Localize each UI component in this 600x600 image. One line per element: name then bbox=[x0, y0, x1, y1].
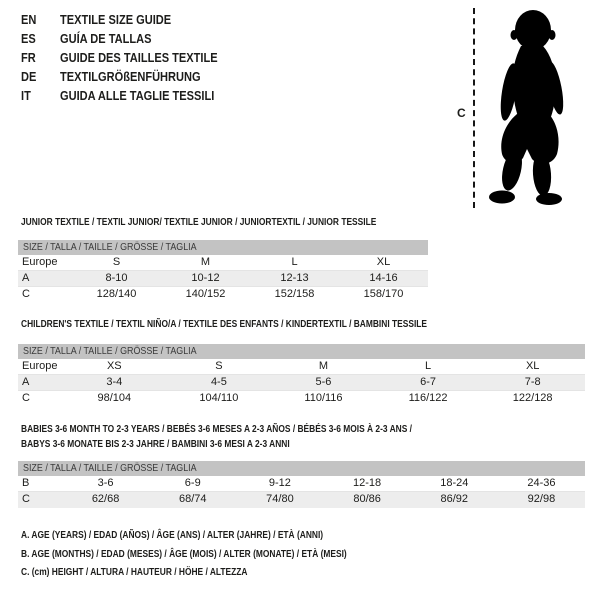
size-table bbox=[18, 461, 585, 508]
value-cell: 10-12 bbox=[191, 272, 220, 284]
value-cell: 62/68 bbox=[91, 493, 120, 505]
table-row bbox=[18, 476, 585, 492]
footnote-line bbox=[21, 565, 428, 584]
value-cell: M bbox=[200, 256, 211, 268]
value-cell: 18-24 bbox=[440, 477, 469, 489]
language-code-text: ES bbox=[21, 31, 36, 46]
value-cell: XL bbox=[376, 256, 391, 268]
language-title-text: GUIDE DES TAILLES TEXTILE bbox=[60, 50, 218, 65]
row-label-cell: Europe bbox=[22, 256, 58, 268]
section-title-line bbox=[21, 437, 510, 452]
value-cell: 14-16 bbox=[369, 272, 398, 284]
language-code bbox=[21, 29, 60, 48]
section-title-line bbox=[21, 317, 529, 332]
row-label-cell: A bbox=[22, 376, 30, 388]
value-cell: 7-8 bbox=[524, 376, 541, 388]
language-code-text: EN bbox=[21, 12, 37, 27]
language-title bbox=[60, 10, 245, 29]
section-title-line-text: JUNIOR TEXTILE / TEXTIL JUNIOR/ TEXTILE JUNIOR / JUNIORTEXTIL / JUNIOR TESSILE bbox=[21, 216, 377, 228]
value-cell: S bbox=[112, 256, 121, 268]
language-title bbox=[60, 48, 245, 67]
value-cell: 12-13 bbox=[280, 272, 309, 284]
value-cell: 4-5 bbox=[210, 376, 227, 388]
value-cell: 104/110 bbox=[199, 392, 239, 404]
footnotes bbox=[21, 528, 428, 584]
language-row bbox=[21, 10, 245, 29]
size-table-header-text: SIZE / TALLA / TAILLE / GRÖSSE / TAGLIA bbox=[23, 462, 197, 474]
size-table-header-text: SIZE / TALLA / TAILLE / GRÖSSE / TAGLIA bbox=[23, 241, 197, 253]
footnote-line bbox=[21, 547, 428, 566]
value-cell: 9-12 bbox=[268, 477, 291, 489]
value-cell: XL bbox=[525, 360, 540, 372]
value-cell: 86/92 bbox=[440, 493, 469, 505]
size-table-header-text: SIZE / TALLA / TAILLE / GRÖSSE / TAGLIA bbox=[23, 345, 197, 357]
section-title bbox=[21, 317, 529, 332]
language-row bbox=[21, 67, 245, 86]
row-label-cell: B bbox=[22, 477, 30, 489]
language-code bbox=[21, 48, 60, 67]
height-dashed-line bbox=[473, 8, 475, 208]
language-row bbox=[21, 86, 245, 105]
section-title-line-text: CHILDREN'S TEXTILE / TEXTIL NIÑO/A / TEXTILE DES ENFANTS / KINDERTEXTIL / BAMBINI TESSILE bbox=[21, 318, 428, 330]
height-c-label: C bbox=[457, 106, 466, 120]
language-title-text: TEXTILGRÖßENFÜHRUNG bbox=[60, 69, 201, 84]
section-title bbox=[21, 215, 465, 230]
row-label-cell: C bbox=[22, 493, 30, 505]
value-cell: XS bbox=[106, 360, 122, 372]
language-code-text: DE bbox=[21, 69, 37, 84]
value-cell: 128/140 bbox=[96, 288, 137, 300]
value-cell: 68/74 bbox=[178, 493, 207, 505]
value-cell: 24-36 bbox=[527, 477, 556, 489]
baby-silhouette-icon bbox=[487, 8, 577, 206]
value-cell: 92/98 bbox=[527, 493, 556, 505]
language-code bbox=[21, 86, 60, 105]
footnote-line-text: B. AGE (MONTHS) / EDAD (MESES) / ÂGE (MOIS) / ALTER (MONATE) / ETÀ (MESI) bbox=[21, 547, 347, 560]
value-cell: 12-18 bbox=[353, 477, 382, 489]
section-title bbox=[21, 422, 510, 452]
value-cell: 3-6 bbox=[97, 477, 114, 489]
row-label-cell: C bbox=[22, 392, 30, 404]
value-cell: 6-7 bbox=[420, 376, 437, 388]
language-title bbox=[60, 86, 245, 105]
value-cell: 116/122 bbox=[408, 392, 448, 404]
section-title-line-text: BABYS 3-6 MONATE BIS 2-3 JAHRE / BAMBINI 3-6 MESI A 2-3 ANNI bbox=[21, 438, 290, 450]
language-title-text: TEXTILE SIZE GUIDE bbox=[60, 12, 172, 27]
size-table-header bbox=[18, 344, 585, 359]
footnote-line bbox=[21, 528, 428, 547]
table-row bbox=[18, 271, 428, 287]
table-row bbox=[18, 492, 585, 508]
language-title-text: GUÍA DE TALLAS bbox=[60, 31, 152, 46]
table-row bbox=[18, 359, 585, 375]
value-cell: S bbox=[215, 360, 223, 372]
size-table bbox=[18, 240, 428, 303]
value-cell: L bbox=[425, 360, 432, 372]
language-code bbox=[21, 10, 60, 29]
section-title-line bbox=[21, 422, 510, 437]
value-cell: 6-9 bbox=[184, 477, 201, 489]
language-code-text: IT bbox=[21, 88, 31, 103]
value-cell: 158/170 bbox=[363, 288, 404, 300]
size-table-header bbox=[18, 240, 428, 255]
row-label-cell: C bbox=[22, 288, 30, 300]
value-cell: 5-6 bbox=[315, 376, 332, 388]
table-row bbox=[18, 391, 585, 407]
value-cell: M bbox=[318, 360, 329, 372]
row-label-cell: A bbox=[22, 272, 30, 284]
language-title-text: GUIDA ALLE TAGLIE TESSILI bbox=[60, 88, 215, 103]
table-row bbox=[18, 287, 428, 303]
size-table bbox=[18, 344, 585, 407]
language-title bbox=[60, 29, 245, 48]
language-code bbox=[21, 67, 60, 86]
section-title-line bbox=[21, 215, 465, 230]
value-cell: 3-4 bbox=[106, 376, 123, 388]
value-cell: 74/80 bbox=[266, 493, 294, 505]
footnote-line-text: A. AGE (YEARS) / EDAD (AÑOS) / ÂGE (ANS) / ALTER (JAHRE) / ETÀ (ANNI) bbox=[21, 529, 324, 541]
section-title-line-text: BABIES 3-6 MONTH TO 2-3 YEARS / BEBÉS 3-6 MESES A 2-3 AÑOS / BÉBÉS 3-6 MOIS À 2-3 ANS / bbox=[21, 423, 413, 435]
value-cell: 152/158 bbox=[274, 288, 315, 300]
language-row bbox=[21, 48, 245, 67]
language-code-text: FR bbox=[21, 50, 36, 65]
value-cell: L bbox=[291, 256, 298, 268]
value-cell: 80/86 bbox=[353, 493, 381, 505]
value-cell: 8-10 bbox=[105, 272, 128, 284]
language-title bbox=[60, 67, 245, 86]
footnote-line-text: C. (cm) HEIGHT / ALTURA / HAUTEUR / HÖHE / ALTEZZA bbox=[21, 566, 248, 578]
language-title-list bbox=[21, 10, 245, 105]
table-row bbox=[18, 255, 428, 271]
row-label-cell: Europe bbox=[22, 360, 58, 372]
language-row bbox=[21, 29, 245, 48]
table-row bbox=[18, 375, 585, 391]
value-cell: 98/104 bbox=[97, 392, 132, 404]
value-cell: 110/116 bbox=[304, 392, 343, 404]
value-cell: 140/152 bbox=[185, 288, 226, 300]
value-cell: 122/128 bbox=[512, 392, 553, 404]
size-table-header bbox=[18, 461, 585, 476]
